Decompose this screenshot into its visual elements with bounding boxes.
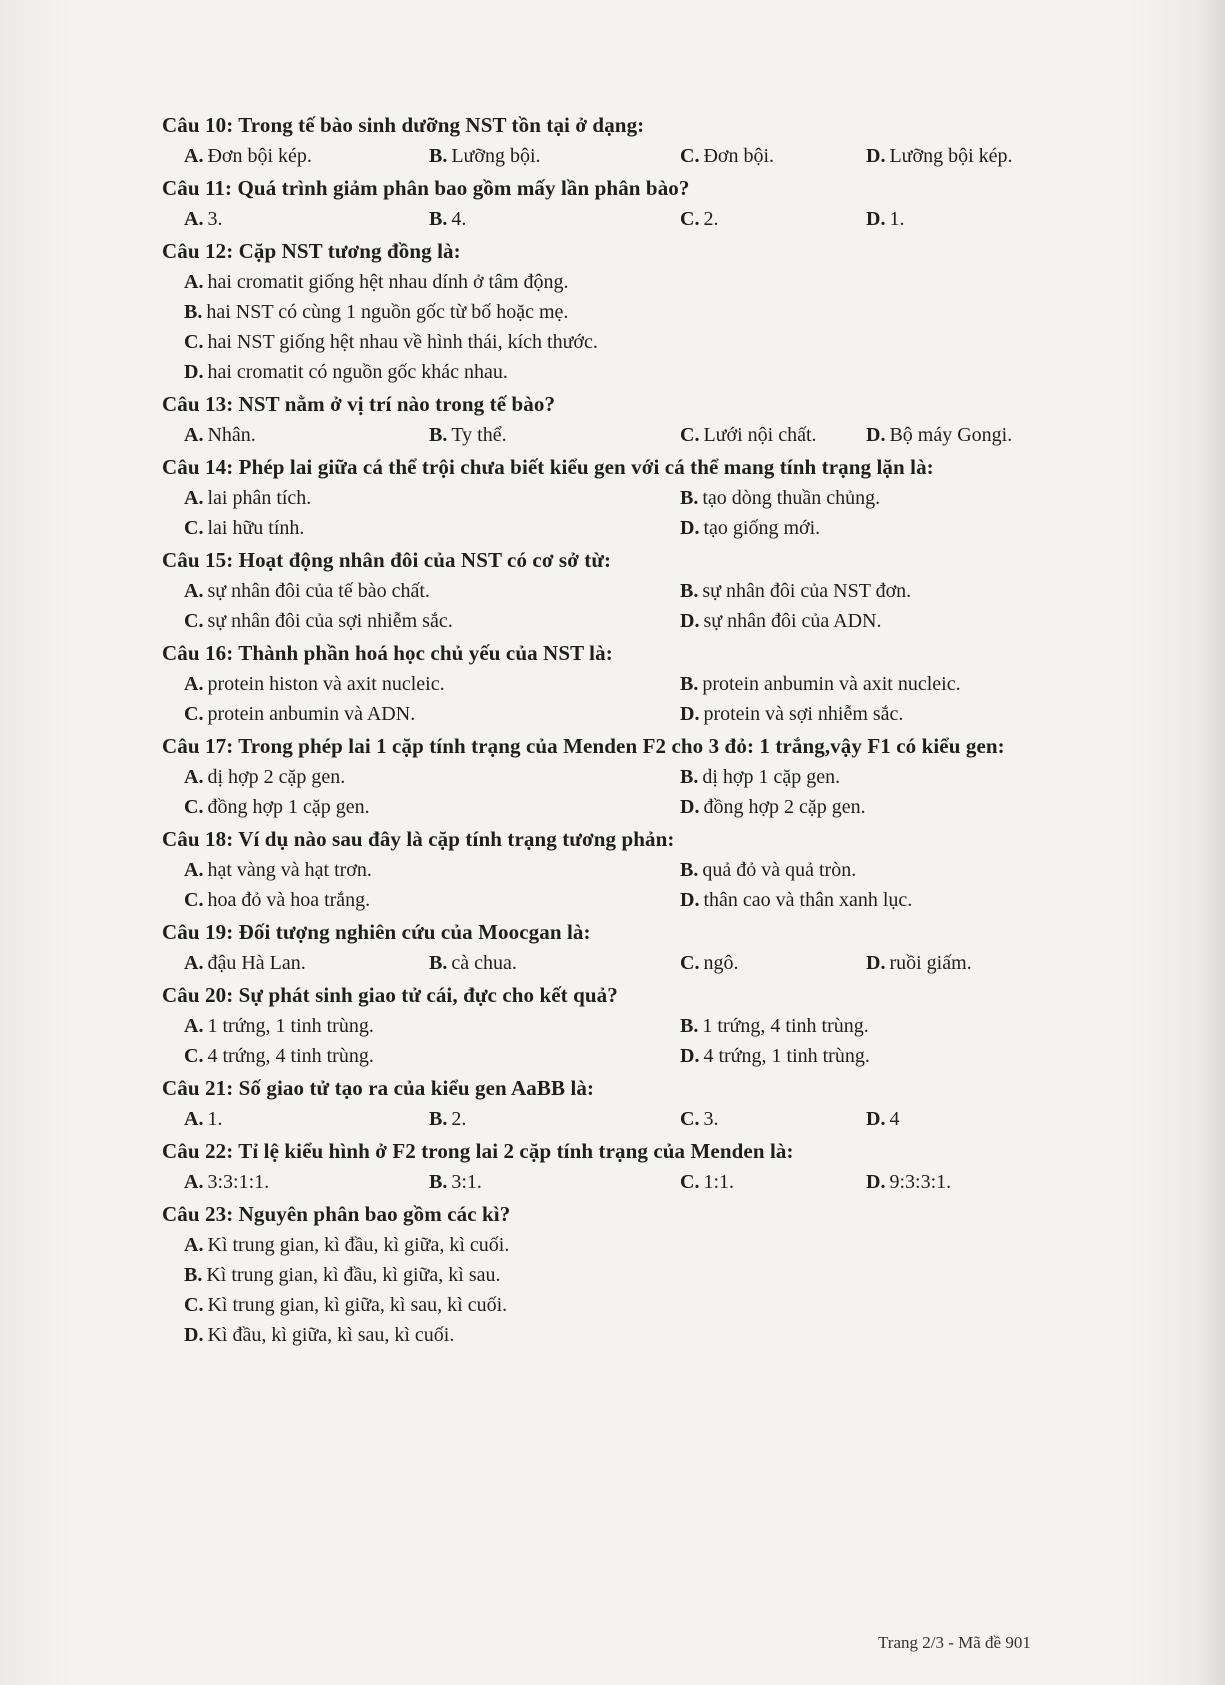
option-label: D.	[680, 517, 700, 539]
option-row	[162, 1260, 1072, 1290]
option-text: 1.	[889, 208, 905, 230]
option-row	[162, 1041, 1072, 1071]
answer-option	[680, 513, 820, 543]
option-text: dị hợp 2 cặp gen.	[207, 766, 346, 788]
option-label: A.	[184, 145, 204, 167]
option-text: hai cromatit có nguồn gốc khác nhau.	[207, 361, 508, 383]
answer-option	[429, 948, 680, 978]
option-row	[162, 1290, 1072, 1320]
option-label: B.	[429, 1108, 448, 1130]
answer-option	[184, 699, 680, 729]
option-text: Đơn bội kép.	[207, 145, 312, 167]
option-label: D.	[866, 208, 886, 230]
option-label: B.	[184, 301, 203, 323]
answer-option	[866, 1167, 951, 1197]
question-block	[162, 1199, 1072, 1350]
option-text: Bộ máy Gongi.	[889, 424, 1013, 446]
option-label: B.	[680, 859, 699, 881]
option-text: tạo giống mới.	[703, 517, 821, 539]
answer-option	[184, 1290, 1064, 1320]
option-row	[162, 420, 1072, 450]
option-label: D.	[866, 1108, 886, 1130]
option-label: C.	[184, 517, 204, 539]
option-text: 1 trứng, 4 tinh trùng.	[702, 1015, 869, 1037]
answer-option	[680, 855, 856, 885]
question-text: Câu 16: Thành phần hoá học chủ yếu của NST là:	[162, 641, 613, 665]
option-text: protein histon và axit nucleic.	[207, 673, 445, 695]
option-text: 1 trứng, 1 tinh trùng.	[207, 1015, 374, 1037]
option-text: Đơn bội.	[703, 145, 775, 167]
answer-option	[680, 606, 882, 636]
option-label: D.	[680, 703, 700, 725]
option-label: B.	[680, 673, 699, 695]
option-text: 3.	[703, 1108, 719, 1130]
option-label: D.	[680, 796, 700, 818]
question-block	[162, 110, 1072, 171]
question-text: Câu 17: Trong phép lai 1 cặp tính trạng của Menden F2 cho 3 đỏ: 1 trắng,vậy F1 có kiểu gen:	[162, 734, 1005, 758]
option-text: 3.	[207, 208, 223, 230]
option-label: D.	[866, 424, 886, 446]
answer-option	[184, 669, 680, 699]
option-text: Kì trung gian, kì đầu, kì giữa, kì cuối.	[207, 1234, 510, 1256]
option-label: B.	[429, 1171, 448, 1193]
option-label: C.	[184, 796, 204, 818]
option-text: đồng hợp 1 cặp gen.	[207, 796, 370, 818]
option-label: D.	[680, 1045, 700, 1067]
answer-option	[184, 357, 1064, 387]
option-label: A.	[184, 208, 204, 230]
option-text: 2.	[451, 1108, 467, 1130]
question-block	[162, 638, 1072, 729]
answer-option	[184, 204, 429, 234]
answer-option	[680, 762, 840, 792]
answer-option	[184, 420, 429, 450]
option-text: cà chua.	[451, 952, 517, 974]
question-text: Câu 14: Phép lai giữa cá thể trội chưa biết kiểu gen với cá thể mang tính trạng lặn là:	[162, 455, 934, 479]
answer-option	[680, 669, 961, 699]
option-label: C.	[680, 208, 700, 230]
answer-option	[680, 1167, 866, 1197]
page-edge-shadow	[1195, 0, 1225, 1685]
option-label: B.	[680, 1015, 699, 1037]
option-text: Lưỡng bội kép.	[889, 145, 1013, 167]
option-label: C.	[680, 424, 700, 446]
option-text: protein anbumin và axit nucleic.	[702, 673, 961, 695]
option-text: hoa đỏ và hoa trắng.	[207, 889, 371, 911]
option-label: D.	[184, 1324, 204, 1346]
page-footer: Trang 2/3 - Mã đề 901	[878, 1633, 1031, 1652]
option-row	[162, 141, 1072, 171]
question-text: Câu 22: Tỉ lệ kiểu hình ở F2 trong lai 2 cặp tính trạng của Menden là:	[162, 1139, 794, 1163]
answer-option	[429, 1167, 680, 1197]
option-text: sự nhân đôi của NST đơn.	[702, 580, 912, 602]
option-text: hạt vàng và hạt trơn.	[207, 859, 372, 881]
option-row	[162, 1230, 1072, 1260]
option-label: C.	[184, 1294, 204, 1316]
option-text: Lưới nội chất.	[703, 424, 817, 446]
option-row	[162, 792, 1072, 822]
answer-option	[680, 1041, 870, 1071]
question-text: Câu 15: Hoạt động nhân đôi của NST có cơ sở từ:	[162, 548, 612, 572]
option-row	[162, 327, 1072, 357]
option-label: C.	[184, 331, 204, 353]
option-label: A.	[184, 673, 204, 695]
answer-option	[680, 1104, 866, 1134]
option-row	[162, 483, 1072, 513]
option-text: 4	[889, 1108, 900, 1130]
option-row	[162, 267, 1072, 297]
question-block	[162, 824, 1072, 915]
question-block	[162, 545, 1072, 636]
option-label: B.	[680, 487, 699, 509]
answer-option	[184, 1104, 429, 1134]
option-label: A.	[184, 766, 204, 788]
question-block	[162, 1136, 1072, 1197]
answer-option	[866, 204, 904, 234]
option-label: B.	[184, 1264, 203, 1286]
option-label: A.	[184, 1015, 204, 1037]
option-row	[162, 885, 1072, 915]
option-text: 4 trứng, 1 tinh trùng.	[703, 1045, 870, 1067]
answer-option	[184, 792, 680, 822]
answer-option	[184, 483, 680, 513]
answer-option	[184, 1260, 1064, 1290]
option-text: tạo dòng thuần chủng.	[702, 487, 881, 509]
option-label: D.	[866, 145, 886, 167]
option-label: C.	[680, 1108, 700, 1130]
answer-option	[429, 141, 680, 171]
question-list	[162, 110, 1072, 1352]
option-text: sự nhân đôi của tế bào chất.	[207, 580, 430, 602]
answer-option	[680, 792, 866, 822]
option-row	[162, 669, 1072, 699]
answer-option	[184, 1041, 680, 1071]
answer-option	[184, 267, 1064, 297]
question-text: Câu 21: Số giao tử tạo ra của kiểu gen AaBB là:	[162, 1076, 595, 1100]
answer-option	[866, 141, 1013, 171]
answer-option	[184, 762, 680, 792]
option-label: C.	[184, 1045, 204, 1067]
question-block	[162, 731, 1072, 822]
option-row	[162, 855, 1072, 885]
question-block	[162, 980, 1072, 1071]
option-text: đậu Hà Lan.	[207, 952, 306, 974]
option-text: quả đỏ và quả tròn.	[702, 859, 857, 881]
option-label: A.	[184, 1171, 204, 1193]
option-label: D.	[184, 361, 204, 383]
option-text: 4 trứng, 4 tinh trùng.	[207, 1045, 374, 1067]
question-text: Câu 13: NST nằm ở vị trí nào trong tế bào?	[162, 392, 556, 416]
option-label: C.	[680, 145, 700, 167]
answer-option	[680, 420, 866, 450]
option-label: A.	[184, 424, 204, 446]
answer-option	[680, 483, 880, 513]
option-label: C.	[184, 610, 204, 632]
answer-option	[429, 204, 680, 234]
question-text: Câu 12: Cặp NST tương đồng là:	[162, 239, 461, 263]
answer-option	[184, 1320, 1064, 1350]
option-text: Kì trung gian, kì giữa, kì sau, kì cuối.	[207, 1294, 508, 1316]
option-label: D.	[866, 1171, 886, 1193]
option-text: dị hợp 1 cặp gen.	[702, 766, 841, 788]
option-label: B.	[429, 952, 448, 974]
option-label: D.	[866, 952, 886, 974]
question-text: Câu 20: Sự phát sinh giao tử cái, đực cho kết quả?	[162, 983, 618, 1007]
option-row	[162, 1011, 1072, 1041]
option-label: B.	[429, 424, 448, 446]
question-block	[162, 917, 1072, 978]
question-block	[162, 173, 1072, 234]
option-label: C.	[680, 1171, 700, 1193]
answer-option	[184, 1011, 680, 1041]
option-label: A.	[184, 271, 204, 293]
option-text: 2.	[703, 208, 719, 230]
option-text: Kì trung gian, kì đầu, kì giữa, kì sau.	[206, 1264, 501, 1286]
answer-option	[184, 1230, 1064, 1260]
answer-option	[184, 327, 1064, 357]
answer-option	[866, 948, 972, 978]
question-text: Câu 19: Đối tượng nghiên cứu của Moocgan là:	[162, 920, 591, 944]
option-row	[162, 357, 1072, 387]
option-label: A.	[184, 859, 204, 881]
option-text: Lưỡng bội.	[451, 145, 541, 167]
option-label: D.	[680, 889, 700, 911]
option-label: C.	[184, 703, 204, 725]
option-row	[162, 948, 1072, 978]
option-text: Kì đầu, kì giữa, kì sau, kì cuối.	[207, 1324, 455, 1346]
answer-option	[184, 1167, 429, 1197]
option-text: thân cao và thân xanh lục.	[703, 889, 913, 911]
answer-option	[866, 420, 1012, 450]
option-label: A.	[184, 952, 204, 974]
question-block	[162, 236, 1072, 387]
option-text: lai phân tích.	[207, 487, 312, 509]
answer-option	[184, 297, 1064, 327]
option-text: protein anbumin và ADN.	[207, 703, 416, 725]
option-text: Ty thể.	[451, 424, 507, 446]
option-row	[162, 1320, 1072, 1350]
question-text: Câu 10: Trong tế bào sinh dưỡng NST tồn tại ở dạng:	[162, 113, 645, 137]
option-row	[162, 204, 1072, 234]
option-text: hai cromatit giống hệt nhau dính ở tâm động.	[207, 271, 569, 293]
question-text: Câu 23: Nguyên phân bao gồm các kì?	[162, 1202, 511, 1226]
option-text: protein và sợi nhiễm sắc.	[703, 703, 904, 725]
option-label: B.	[429, 208, 448, 230]
option-text: lai hữu tính.	[207, 517, 305, 539]
option-text: đồng hợp 2 cặp gen.	[703, 796, 866, 818]
option-label: D.	[680, 610, 700, 632]
option-label: B.	[680, 580, 699, 602]
option-text: 1.	[207, 1108, 223, 1130]
option-text: ngô.	[703, 952, 739, 974]
option-row	[162, 297, 1072, 327]
question-text: Câu 18: Ví dụ nào sau đây là cặp tính trạng tương phản:	[162, 827, 675, 851]
option-text: 3:1.	[451, 1171, 482, 1193]
answer-option	[184, 141, 429, 171]
option-label: C.	[184, 889, 204, 911]
option-row	[162, 513, 1072, 543]
option-text: ruồi giấm.	[889, 952, 972, 974]
option-text: sự nhân đôi của sợi nhiễm sắc.	[207, 610, 453, 632]
option-row	[162, 1104, 1072, 1134]
option-text: sự nhân đôi của ADN.	[703, 610, 882, 632]
answer-option	[680, 141, 866, 171]
answer-option	[184, 576, 680, 606]
answer-option	[184, 948, 429, 978]
option-label: C.	[680, 952, 700, 974]
answer-option	[680, 885, 912, 915]
answer-option	[184, 855, 680, 885]
option-text: Nhân.	[207, 424, 256, 446]
option-label: B.	[429, 145, 448, 167]
answer-option	[680, 699, 903, 729]
option-label: A.	[184, 580, 204, 602]
question-text: Câu 11: Quá trình giảm phân bao gồm mấy lần phân bào?	[162, 176, 690, 200]
option-row	[162, 762, 1072, 792]
option-text: hai NST có cùng 1 nguồn gốc từ bố hoặc mẹ.	[206, 301, 569, 323]
answer-option	[184, 513, 680, 543]
answer-option	[866, 1104, 899, 1134]
option-label: A.	[184, 487, 204, 509]
option-label: A.	[184, 1234, 204, 1256]
answer-option	[680, 948, 866, 978]
answer-option	[680, 1011, 869, 1041]
question-block	[162, 452, 1072, 543]
option-row	[162, 576, 1072, 606]
option-text: 3:3:1:1.	[207, 1171, 270, 1193]
question-block	[162, 389, 1072, 450]
option-text: 1:1.	[703, 1171, 735, 1193]
answer-option	[429, 420, 680, 450]
answer-option	[184, 885, 680, 915]
option-row	[162, 1167, 1072, 1197]
answer-option	[680, 204, 866, 234]
option-text: 9:3:3:1.	[889, 1171, 952, 1193]
option-row	[162, 606, 1072, 636]
answer-option	[429, 1104, 680, 1134]
answer-option	[184, 606, 680, 636]
option-text: hai NST giống hệt nhau về hình thái, kích thước.	[207, 331, 598, 353]
option-row	[162, 699, 1072, 729]
option-label: B.	[680, 766, 699, 788]
option-text: 4.	[451, 208, 467, 230]
answer-option	[680, 576, 911, 606]
question-block	[162, 1073, 1072, 1134]
option-label: A.	[184, 1108, 204, 1130]
